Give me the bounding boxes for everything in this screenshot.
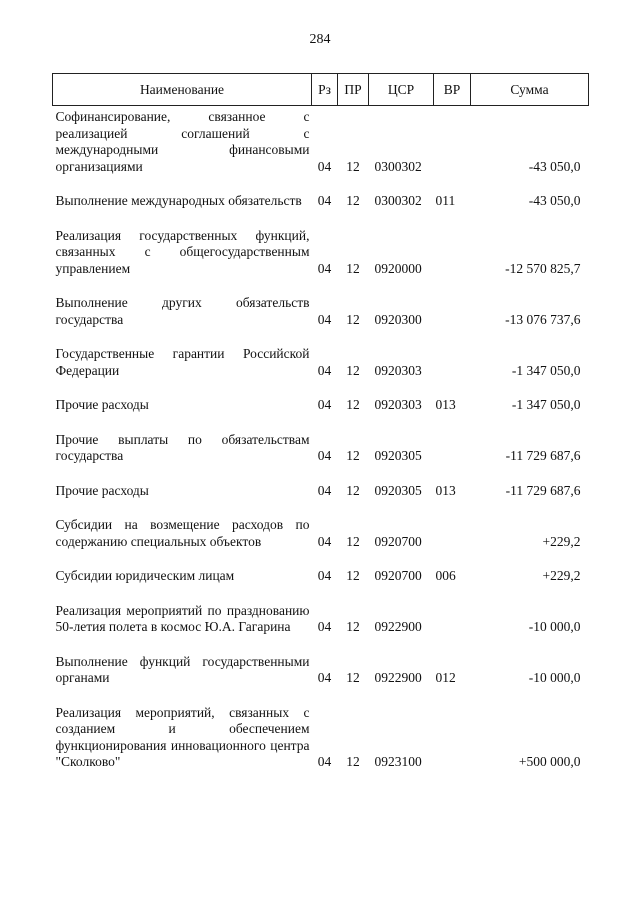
row-sum: +229,2 — [542, 533, 581, 549]
row-name: Реализация мероприятий, связанных с созданием и обеспечением функционирования инновационного центра "Сколково" — [55, 704, 310, 769]
row-rz: 04 — [317, 533, 332, 549]
row-pr: 12 — [346, 670, 360, 685]
row-pr: 12 — [346, 448, 360, 463]
header-sum: Сумма — [471, 74, 589, 106]
row-sum: -10 000,0 — [528, 619, 581, 634]
table-row — [53, 568, 589, 603]
row-rz: 04 — [317, 482, 332, 498]
budget-table — [52, 73, 589, 789]
row-pr: 12 — [346, 362, 360, 378]
row-csr: 0300302 — [374, 158, 422, 174]
row-rz: 04 — [317, 670, 332, 685]
header-csr: ЦСР — [369, 74, 434, 106]
header-rz: Рз — [312, 74, 338, 106]
row-sum: +500 000,0 — [518, 754, 581, 769]
row-csr: 0923100 — [374, 754, 422, 769]
table-row — [53, 228, 589, 296]
page-number: 284 — [309, 32, 331, 47]
row-pr: 12 — [346, 311, 360, 327]
row-csr: 0920700 — [374, 568, 422, 583]
row-vr — [434, 228, 471, 296]
table-row — [53, 346, 589, 397]
row-vr: 012 — [435, 670, 456, 685]
row-sum: -43 050,0 — [528, 193, 581, 208]
table-row — [53, 295, 589, 346]
row-name: Выполнение других обязательств государства — [55, 295, 310, 327]
row-rz: 04 — [317, 754, 332, 769]
row-sum: -1 347 050,0 — [511, 362, 581, 378]
row-vr — [434, 106, 471, 194]
row-sum: -10 000,0 — [528, 670, 581, 685]
row-name: Прочие выплаты по обязательствам государства — [55, 431, 310, 463]
row-vr — [434, 705, 471, 789]
table-row — [53, 432, 589, 483]
row-pr: 12 — [346, 193, 360, 208]
row-csr: 0920303 — [374, 397, 422, 412]
row-csr: 0920700 — [374, 533, 422, 549]
row-csr: 0920000 — [374, 260, 422, 276]
row-pr: 12 — [346, 619, 360, 634]
table-header-row — [53, 74, 589, 106]
row-pr: 12 — [346, 158, 360, 174]
row-rz: 04 — [317, 448, 332, 463]
row-rz: 04 — [317, 158, 332, 174]
row-name: Субсидии юридическим лицам — [55, 568, 235, 583]
row-rz: 04 — [317, 568, 332, 583]
row-rz: 04 — [317, 193, 332, 208]
table-row — [53, 603, 589, 654]
row-csr: 0920300 — [374, 311, 422, 327]
row-vr — [434, 346, 471, 397]
row-rz: 04 — [317, 619, 332, 634]
row-vr — [434, 295, 471, 346]
row-name: Выполнение функций государственными органами — [55, 653, 310, 685]
row-pr: 12 — [346, 260, 360, 276]
row-name: Государственные гарантии Российской Федерации — [55, 346, 310, 378]
header-name: Наименование — [53, 74, 312, 106]
row-pr: 12 — [346, 568, 360, 583]
table-row — [53, 517, 589, 568]
row-csr: 0300302 — [374, 193, 422, 208]
row-vr — [434, 603, 471, 654]
row-vr: 011 — [435, 193, 456, 208]
row-csr: 0922900 — [374, 670, 422, 685]
header-vr: ВР — [434, 74, 471, 106]
table-row — [53, 193, 589, 228]
row-sum: -1 347 050,0 — [511, 397, 581, 412]
table-row — [53, 654, 589, 705]
row-rz: 04 — [317, 311, 332, 327]
row-sum: -43 050,0 — [528, 158, 581, 174]
row-vr — [434, 432, 471, 483]
row-pr: 12 — [346, 754, 360, 769]
table-row — [53, 483, 589, 518]
header-pr: ПР — [338, 74, 369, 106]
row-sum: -12 570 825,7 — [505, 260, 581, 276]
row-rz: 04 — [317, 260, 332, 276]
row-pr: 12 — [346, 482, 360, 498]
row-csr: 0920303 — [374, 362, 422, 378]
row-rz: 04 — [317, 362, 332, 378]
row-vr: 006 — [435, 568, 456, 583]
row-name: Реализация мероприятий по празднованию 50-летия полета в космос Ю.А. Гагарина — [55, 602, 310, 634]
row-name: Выполнение международных обязательств — [55, 193, 302, 208]
row-csr: 0922900 — [374, 619, 422, 634]
table-row — [53, 106, 589, 194]
row-vr — [434, 517, 471, 568]
row-name: Прочие расходы — [55, 397, 149, 412]
row-name: Софинансирование, связанное с реализацией соглашений с международными финансовыми организациями — [55, 109, 310, 174]
row-rz: 04 — [317, 397, 332, 412]
row-vr: 013 — [435, 397, 456, 412]
row-csr: 0920305 — [374, 448, 422, 463]
table-row — [53, 705, 589, 789]
row-name: Субсидии на возмещение расходов по содержанию специальных объектов — [55, 517, 310, 549]
row-name: Реализация государственных функций, связанных с общегосударственным управлением — [55, 227, 310, 276]
row-csr: 0920305 — [374, 482, 422, 498]
row-sum: -11 729 687,6 — [505, 482, 581, 498]
table-row — [53, 397, 589, 432]
row-pr: 12 — [346, 533, 360, 549]
row-sum: -13 076 737,6 — [505, 311, 581, 327]
row-name: Прочие расходы — [55, 482, 149, 498]
row-pr: 12 — [346, 397, 360, 412]
row-sum: +229,2 — [542, 568, 581, 583]
row-vr: 013 — [435, 482, 456, 498]
row-sum: -11 729 687,6 — [505, 448, 581, 463]
